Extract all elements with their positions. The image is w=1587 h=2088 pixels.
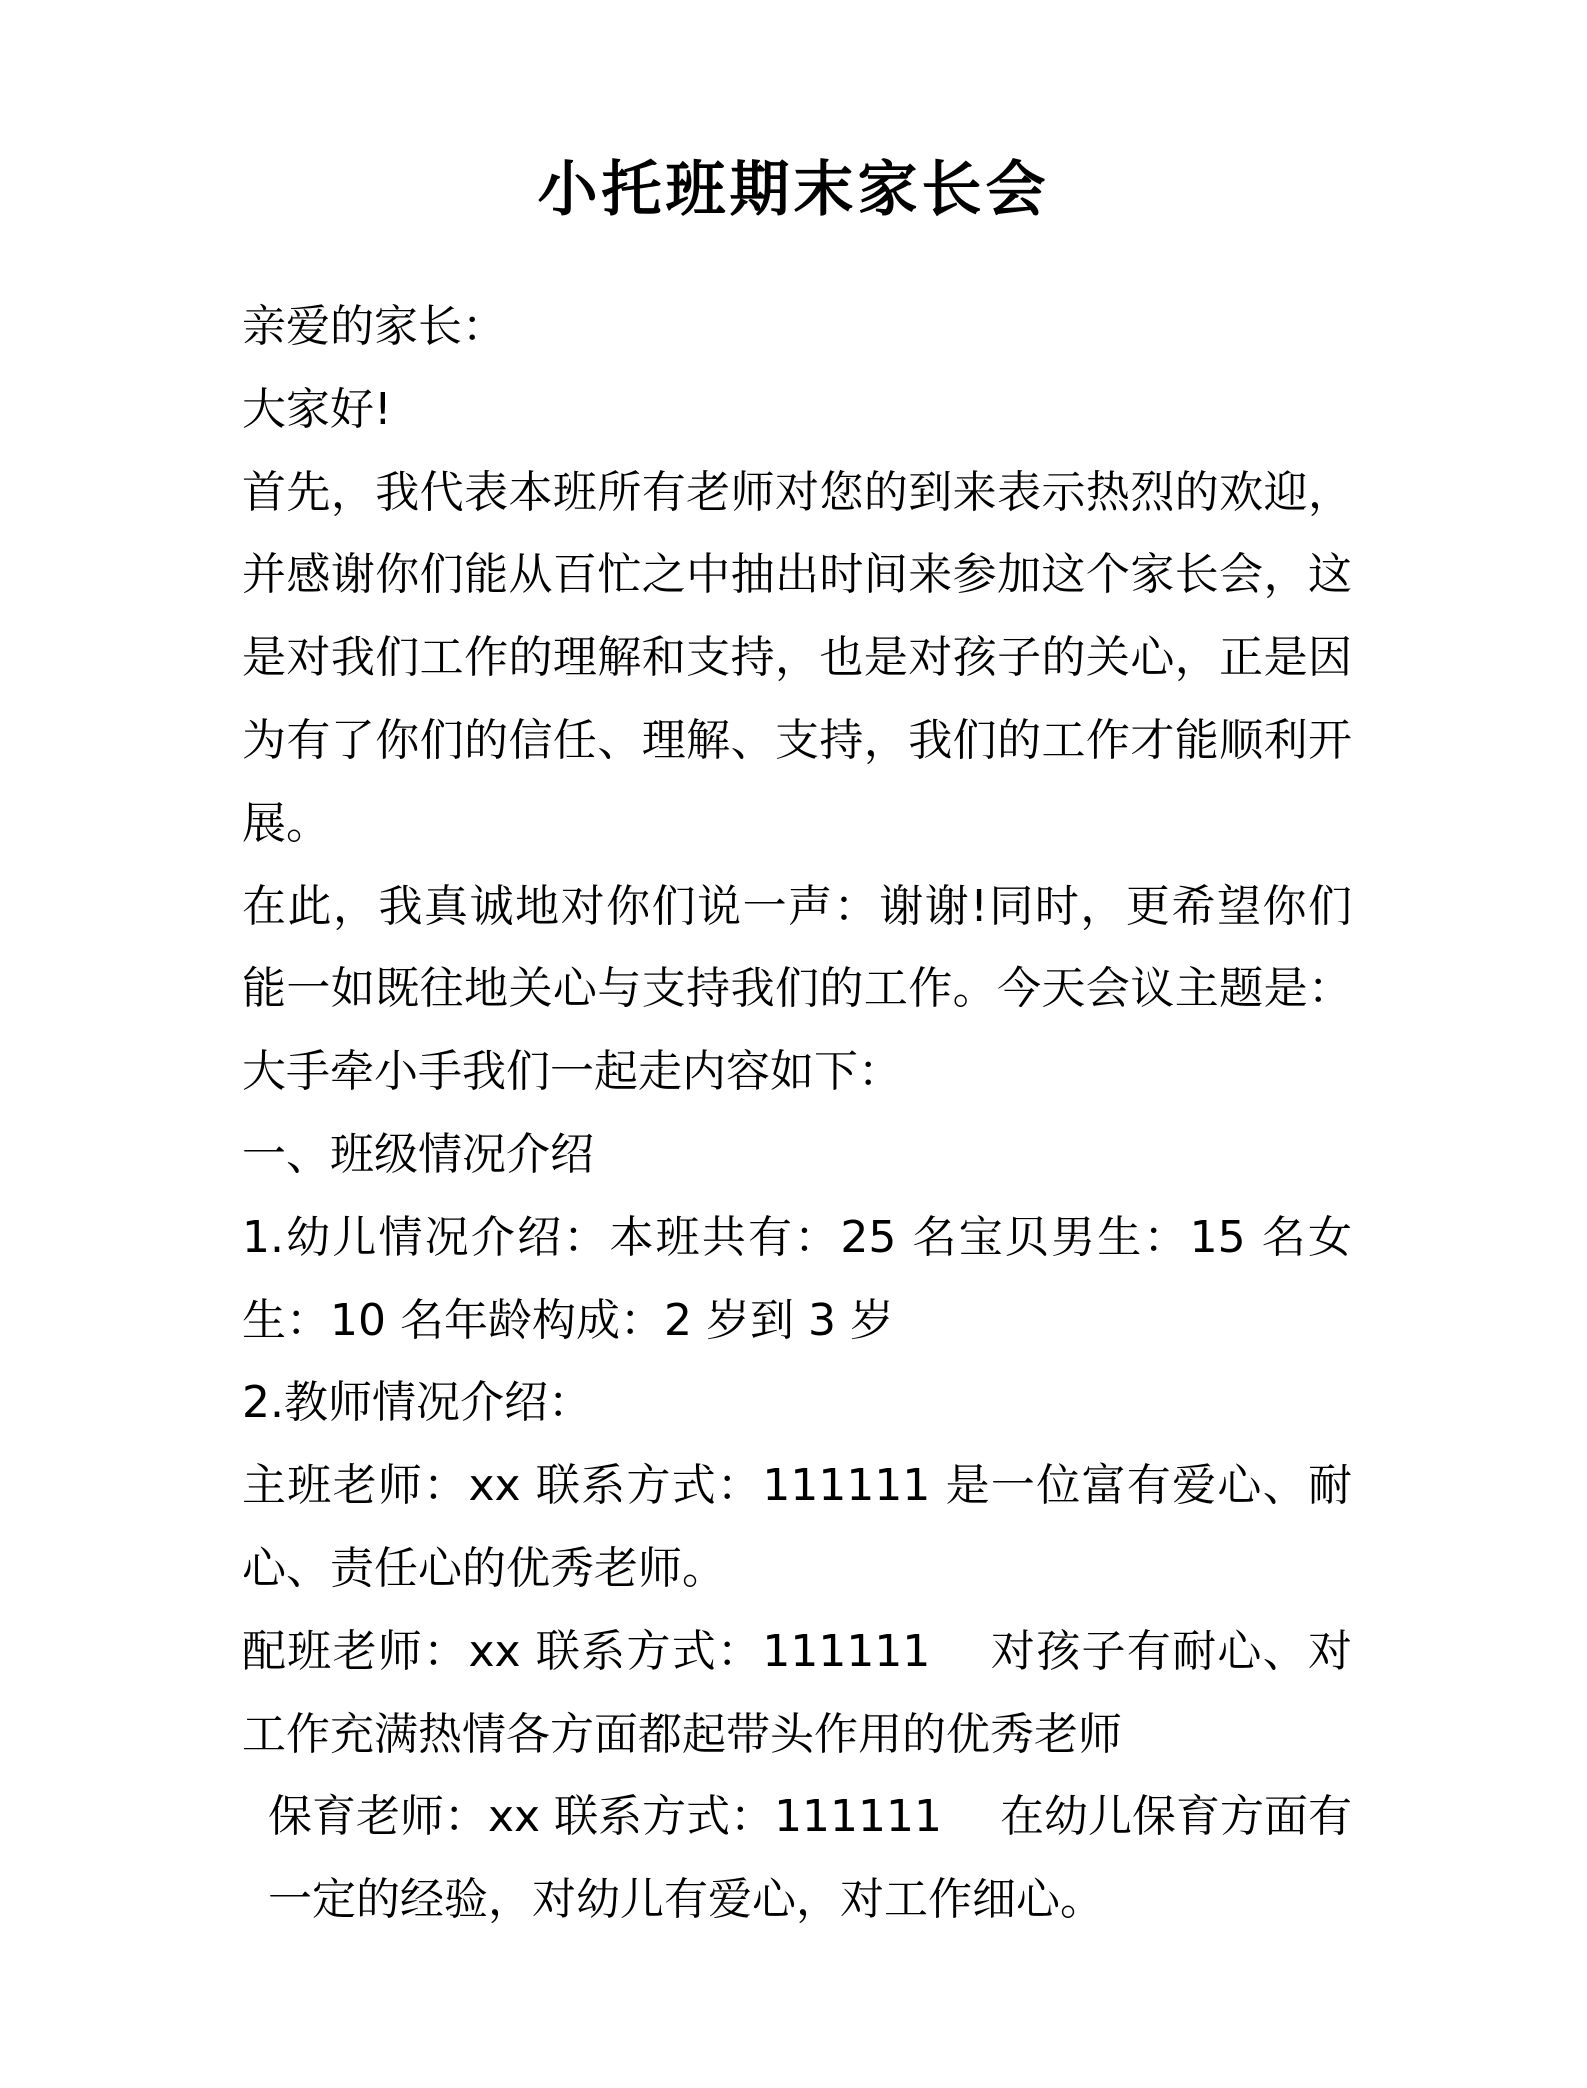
care-teacher-info: 保育老师：xx 联系方式：111111 在幼儿保育方面有一定的经验，对幼儿有爱心，对工作细心。 <box>268 1791 1353 1926</box>
salutation: 亲爱的家长： <box>242 301 506 352</box>
document-title: 小托班期末家长会 <box>537 155 1050 225</box>
head-teacher-info: 主班老师：xx 联系方式：111111 是一位富有爱心、耐心、责任心的优秀老师。 <box>242 1460 1352 1594</box>
assistant-teacher-info: 配班老师：xx 联系方式：111111 对孩子有耐心、对工作充满热情各方面都起带头作用的优秀老师 <box>242 1625 1352 1760</box>
greeting: 大家好! <box>242 383 392 435</box>
children-info: 1.幼儿情况介绍：本班共有：25 名宝贝男生：15 名女生：10 名年龄构成：2 岁到 3 岁 <box>242 1211 1352 1346</box>
teacher-info-heading: 2.教师情况介绍： <box>242 1377 592 1429</box>
section-heading-class-intro: 一、班级情况介绍 <box>242 1128 594 1180</box>
welcome-paragraph: 首先，我代表本班所有老师对您的到来表示热烈的欢迎，并感谢你们能从百忙之中抽出时间来参加这个家长会，这是对我们工作的理解和支持，也是对孩子的关心，正是因为有了你们的信任、理解、支持，我们的工作才能顺利开展。 <box>242 466 1352 849</box>
document-body <box>242 286 1352 1942</box>
thanks-paragraph: 在此，我真诚地对你们说一声：谢谢!同时，更希望你们能一如既往地关心与支持我们的工作。今天会议主题是：大手牵小手我们一起走内容如下： <box>242 880 1352 1098</box>
